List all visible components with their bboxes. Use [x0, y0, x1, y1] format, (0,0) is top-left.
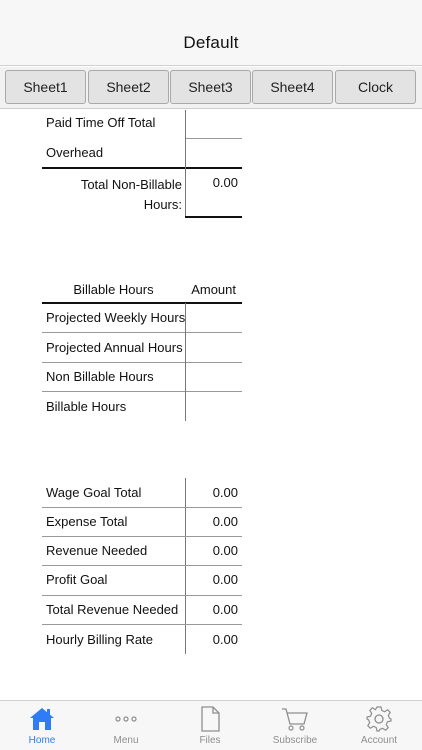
revenue-needed-value: 0.00 — [212, 543, 238, 558]
column-divider — [185, 596, 186, 625]
table-row-wage-goal-total — [42, 478, 242, 508]
column-divider — [185, 332, 186, 362]
billable-header-row — [42, 278, 242, 303]
expense-total-value: 0.00 — [212, 514, 238, 529]
home-icon — [29, 706, 55, 732]
billable-hours-header: Billable Hours — [73, 282, 154, 297]
row-label: Paid Time Off Total — [46, 115, 156, 130]
row-label: Expense Total — [46, 514, 128, 529]
tab-sheet2[interactable]: Sheet2 — [88, 70, 169, 104]
gear-icon — [366, 706, 392, 732]
table-row-projected-annual — [42, 332, 242, 362]
row-label: Total Revenue Needed — [46, 602, 179, 617]
table-row-overhead — [42, 138, 242, 167]
navigation-bar — [0, 0, 422, 66]
tab-files[interactable] — [168, 701, 252, 750]
table-row-total-revenue-needed — [42, 596, 242, 625]
column-divider — [185, 362, 186, 391]
tab-subscribe[interactable] — [253, 701, 337, 750]
file-icon — [199, 706, 221, 732]
table-row-profit-goal — [42, 566, 242, 595]
total-revenue-needed-value: 0.00 — [212, 602, 238, 617]
tab-label: Account — [360, 735, 398, 746]
column-divider — [185, 508, 186, 537]
more-icon — [113, 706, 139, 732]
tab-account[interactable] — [337, 701, 421, 750]
profit-goal-value: 0.00 — [212, 572, 238, 587]
row-label: Hourly Billing Rate — [46, 632, 153, 647]
table-row-billable-hours — [42, 391, 242, 421]
row-label: Billable Hours — [46, 399, 127, 414]
sheet-content — [0, 110, 422, 700]
tab-home[interactable] — [0, 701, 84, 750]
row-label: Revenue Needed — [46, 543, 148, 558]
tab-sheet1[interactable]: Sheet1 — [5, 70, 86, 104]
table-row-non-billable-hours — [42, 362, 242, 391]
hourly-billing-rate-value: 0.00 — [212, 632, 238, 647]
table-row-projected-weekly — [42, 303, 242, 332]
column-divider — [185, 478, 186, 508]
tab-clock[interactable]: Clock — [335, 70, 416, 104]
tab-label: Menu — [113, 735, 139, 746]
divider — [185, 216, 242, 218]
row-label: Projected Weekly Hours — [46, 310, 186, 325]
tab-sheet3[interactable]: Sheet3 — [170, 70, 251, 104]
column-divider — [185, 391, 186, 421]
tab-label: Files — [199, 735, 221, 746]
column-divider — [185, 303, 186, 332]
column-divider — [185, 110, 186, 138]
total-non-billable-row — [42, 167, 242, 217]
table-row-paid-time-off — [42, 110, 242, 138]
total-non-billable-value: 0.00 — [212, 175, 238, 190]
table-row-expense-total — [42, 508, 242, 537]
tab-label: Subscribe — [272, 735, 318, 746]
sheet-tab-strip — [0, 67, 422, 109]
cart-icon — [281, 706, 309, 732]
total-non-billable-label: Total Non-Billable Hours: — [80, 177, 182, 212]
column-divider — [185, 167, 186, 217]
row-label: Overhead — [46, 145, 104, 160]
row-label: Projected Annual Hours — [46, 340, 183, 355]
column-divider — [185, 566, 186, 595]
tab-label: Home — [28, 735, 56, 746]
bottom-tab-bar — [0, 700, 422, 750]
column-divider — [185, 625, 186, 654]
column-divider — [185, 537, 186, 566]
amount-header: Amount — [191, 282, 236, 297]
page-title: Default — [183, 33, 239, 52]
row-label: Profit Goal — [46, 572, 108, 587]
tab-menu[interactable] — [84, 701, 168, 750]
tab-sheet4[interactable]: Sheet4 — [252, 70, 333, 104]
table-row-revenue-needed — [42, 537, 242, 566]
wage-goal-total-value: 0.00 — [212, 485, 238, 500]
row-label: Non Billable Hours — [46, 369, 154, 384]
table-row-hourly-billing-rate — [42, 625, 242, 654]
column-divider — [185, 138, 186, 167]
row-label: Wage Goal Total — [46, 485, 142, 500]
